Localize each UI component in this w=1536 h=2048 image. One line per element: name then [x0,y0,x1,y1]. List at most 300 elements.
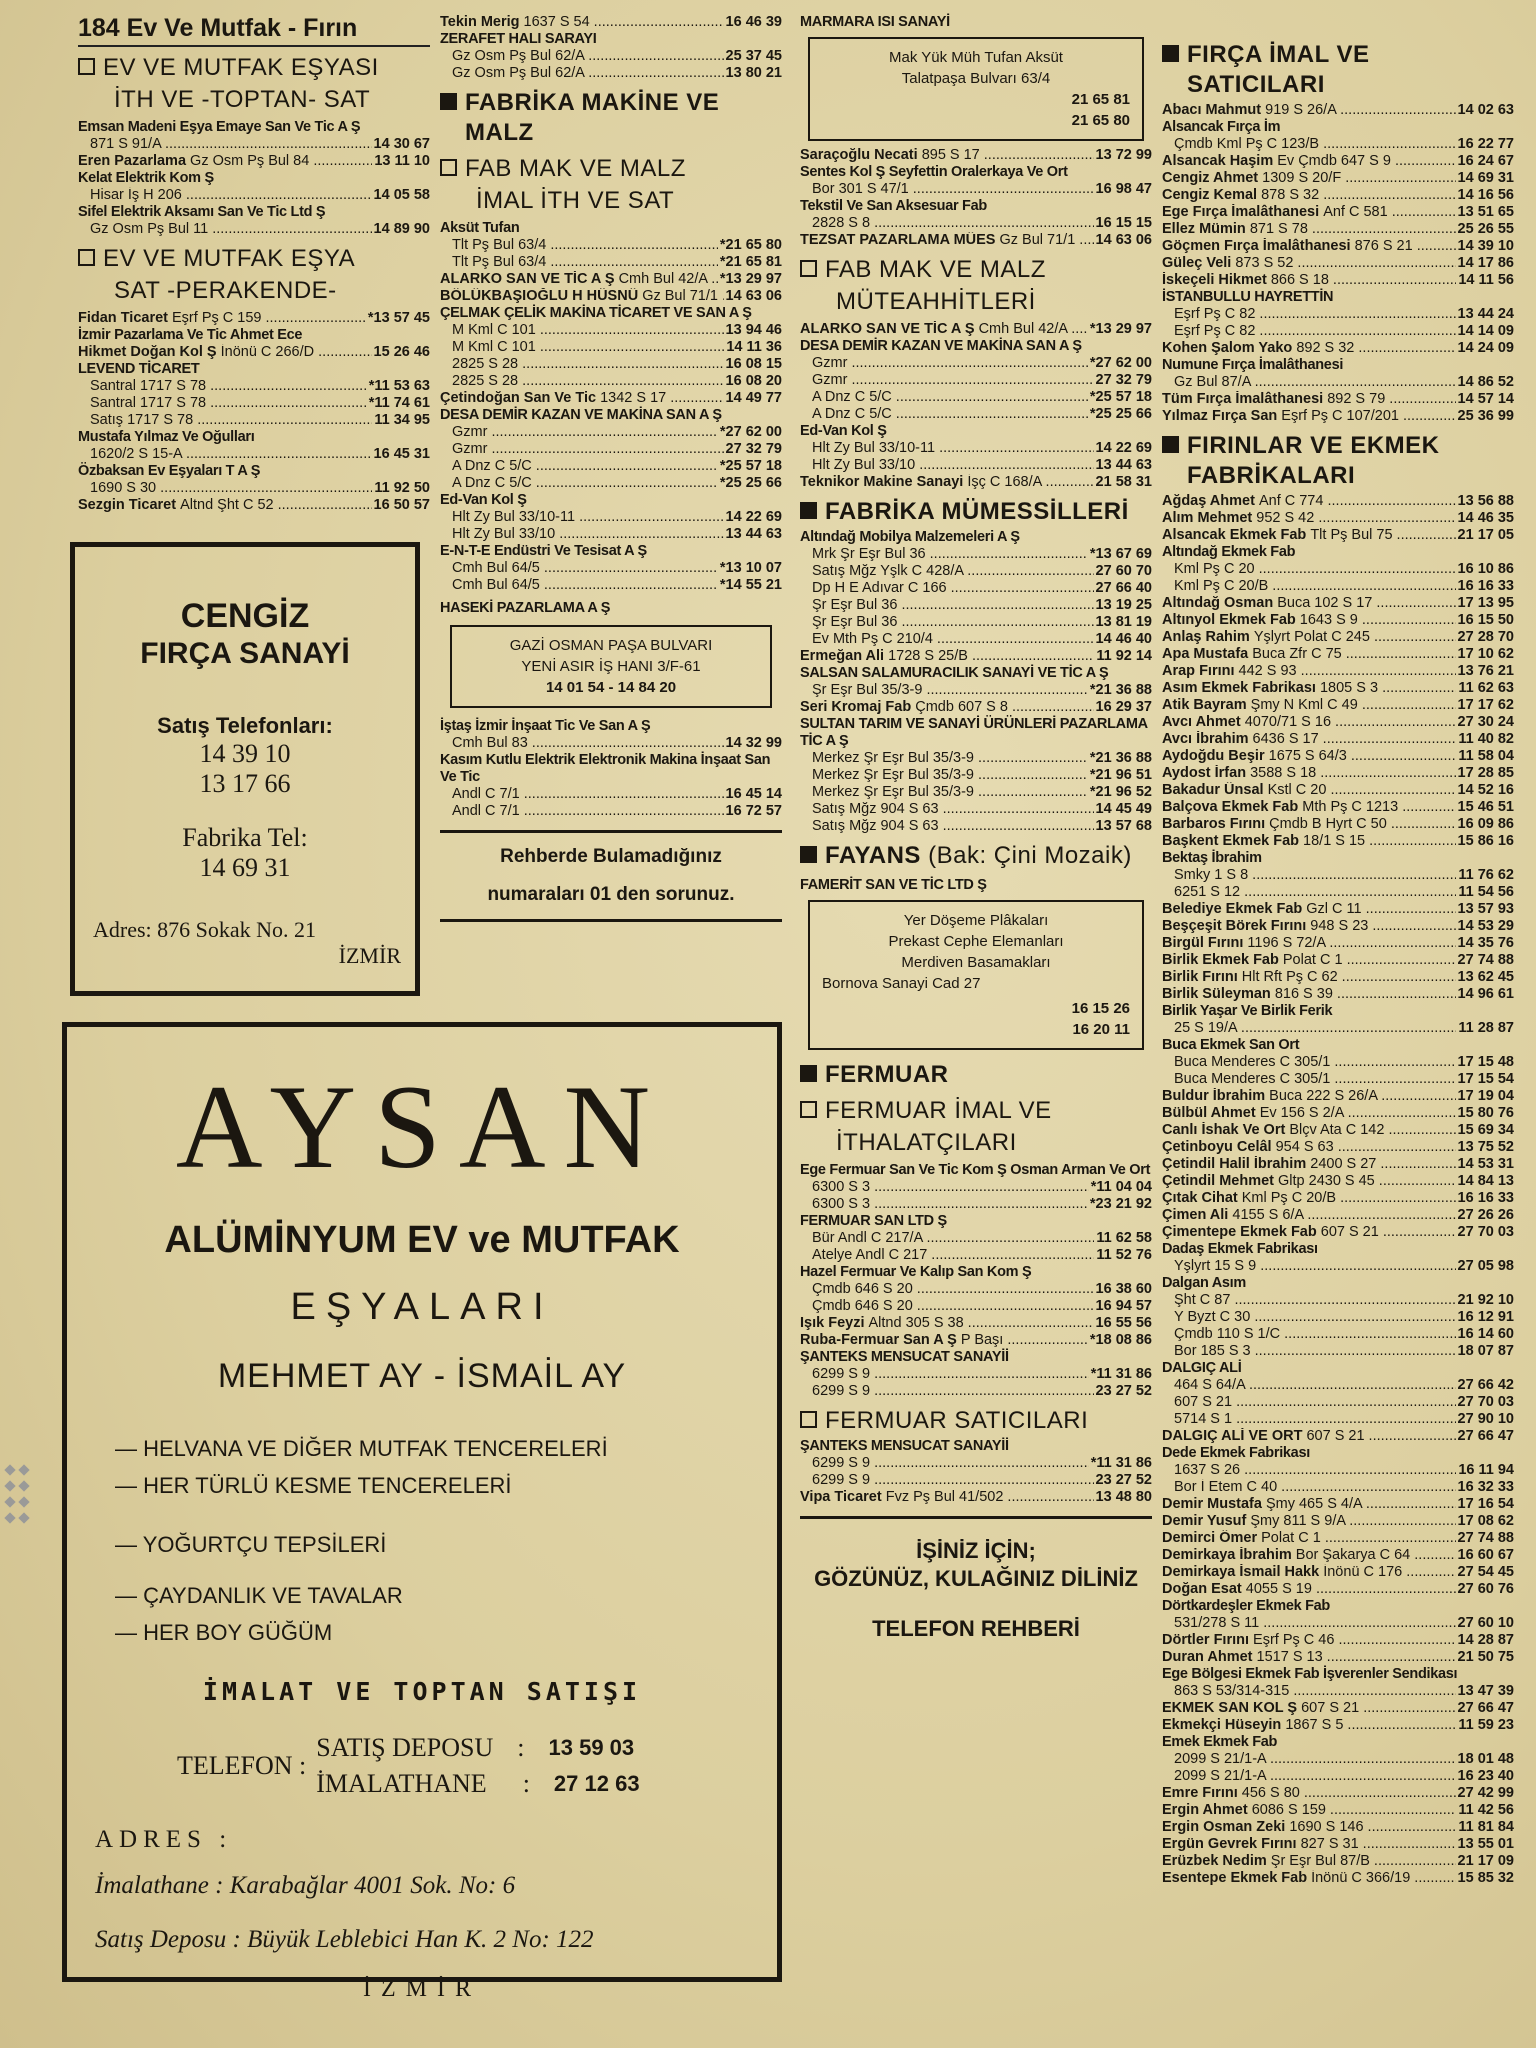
listing-row [1162,986,1514,1003]
listing-address: 871 S 91/A ..... [78,136,372,153]
listing-name: Buldur İbrahim [1162,1088,1270,1104]
listing-row [1162,153,1514,170]
listing-phone: 14 14 09 [1457,323,1514,339]
listing-address: BÖLÜKBAŞIOĞLU H HÜSNÜ Gz Bul 71/1 ..... [440,288,724,305]
listing-phone: *21 96 52 [1089,784,1152,800]
section-subtitle: İMAL İTH VE SAT [476,187,675,214]
listing-name: Arap Fırını [1162,663,1239,679]
section-subtitle: MÜTEAHHİTLERİ [836,288,1036,315]
listing-row [1162,1581,1514,1598]
listing-row [1162,1377,1514,1394]
listing-row [1162,1462,1514,1479]
listing-phone: 14 49 77 [725,390,782,406]
section-heading [800,255,1152,285]
listing [78,119,430,136]
listing [1162,357,1514,374]
listing-address: Merkez Şr Eşr Bul 35/3-9 ..... [800,750,1088,767]
listing-row [440,560,782,577]
listing-address: Kohen Şalom Yako 892 S 32 ..... [1162,340,1456,357]
listing-name: Demir Mustafa [1162,1496,1266,1512]
aysan-tel-label: İMALATHANE [316,1769,487,1798]
aysan-city: İZMİR [363,1976,481,2002]
listing-row [1162,799,1514,816]
listing-name: Seri Kromaj Fab [800,699,916,715]
listing [1162,1598,1514,1615]
listing-row [800,784,1152,801]
listing-name: Aksüt Tufan [440,220,520,236]
listing-row [800,1179,1152,1196]
listing-phone: *21 36 88 [1089,750,1152,766]
listing-name: Barbaros Fırını [1162,816,1270,832]
listing-name: SALSAN SALAMURACILIK SANAYİ VE TİC A Ş [800,665,1109,681]
listing-name: Avcı İbrahim [1162,731,1253,747]
listing-phone: 17 10 62 [1457,646,1514,662]
section-title: FABRİKA MÜMESSİLLERİ [825,498,1129,525]
listing-address: Hlt Zy Bul 33/10-11 ..... [440,509,724,526]
listing-phone: *21 65 80 [719,237,782,253]
listing-address: Smky 1 S 8 ..... [1162,867,1456,884]
section-heading [78,53,430,83]
listing-row [1162,1683,1514,1700]
listing-name: MARMARA ISI SANAYİ [800,14,950,30]
listing-row [1162,646,1514,663]
listing-address: Erüzbek Nedim Şr Eşr Bul 87/B ..... [1162,1853,1456,1870]
listing-name: Emek Ekmek Fab [1162,1734,1278,1750]
listing-address: 1637 S 26 ..... [1162,1462,1456,1479]
listing-address: 2825 S 28 ..... [440,356,724,373]
listing-row [800,147,1152,164]
listing-row [1162,969,1514,986]
listing-address: Duran Ahmet 1517 S 13 ..... [1162,1649,1456,1666]
listing-phone: 16 10 86 [1457,561,1514,577]
listing-phone: 16 46 39 [725,14,782,30]
listing-address: 6300 S 3 ..... [800,1179,1089,1196]
listing-phone: 27 66 47 [1457,1700,1514,1716]
listing-address: Gz Bul 87/A ..... [1162,374,1456,391]
listing-name: Altındağ Ekmek Fab [1162,544,1296,560]
listing-phone: *21 65 81 [719,254,782,270]
listing-row [800,580,1152,597]
listing-address: 863 S 53/314-315 ..... [1162,1683,1456,1700]
listing-row [1162,1088,1514,1105]
listing-phone: 14 45 49 [1095,801,1152,817]
section-heading [800,1406,1152,1436]
listing-address: Yılmaz Fırça San Eşrf Pş C 107/201 ..... [1162,408,1456,425]
listing-phone: 27 54 45 [1457,1564,1514,1580]
note-line: Rehberde Bulamadığınız [500,846,722,867]
marmara-phone: 21 65 80 [1071,112,1130,129]
listing-address: 5714 S 1 ..... [1162,1411,1456,1428]
listing-name: İSTANBULLU HAYRETTİN [1162,289,1334,305]
listing-address: Çetindil Mehmet Gltp 2430 S 45 ..... [1162,1173,1456,1190]
listing-row [1162,1207,1514,1224]
listing-row [1162,935,1514,952]
listing-name: Kasım Kutlu Elektrik Elektronik Makina İnşaat San Ve Tic [440,752,771,785]
listing-row [1162,1479,1514,1496]
listing-row [1162,1054,1514,1071]
col4-firin-entries [1162,493,1514,1887]
listing [78,361,430,378]
aysan-line2: EŞYALARI [290,1286,554,1328]
listing-address: Ergin Ahmet 6086 S 159 ..... [1162,1802,1456,1819]
listing-address: Santral 1717 S 78 ..... [78,378,367,395]
listing-name: Sezgin Ticaret [78,497,181,513]
listing-address: Çetindil Halil İbrahim 2400 S 27 ..... [1162,1156,1456,1173]
listing-address: 6299 S 9 ..... [800,1383,1094,1400]
listing-row [800,389,1152,406]
listing-address: Çmdb 646 S 20 ..... [800,1281,1094,1298]
listing-row [1162,1139,1514,1156]
listing-name: Duran Ahmet [1162,1649,1257,1665]
listing-phone: 16 08 20 [725,373,782,389]
section-heading [440,154,782,184]
listing-phone: 14 22 69 [1095,440,1152,456]
listing-address: Vipa Ticaret Fvz Pş Bul 41/502 ..... [800,1489,1094,1506]
listing-row [1162,952,1514,969]
listing-row [440,48,782,65]
listing [78,327,430,344]
listing-row [1162,1496,1514,1513]
listing-phone: 13 44 24 [1457,306,1514,322]
listing-name: DESA DEMİR KAZAN VE MAKİNA SAN A Ş [440,407,722,423]
listing-row [1162,663,1514,680]
slogan-line: İŞİNİZ İÇİN; [916,1538,1036,1563]
listing-address: Merkez Şr Eşr Bul 35/3-9 ..... [800,767,1088,784]
listing-phone: 14 89 90 [373,221,430,237]
listing-address: Hisar İş H 206 ..... [78,187,372,204]
listing-name: Ağdaş Ahmet [1162,493,1259,509]
listing-row [1162,1122,1514,1139]
listing-address: Satış Mğz Yşlk C 428/A ..... [800,563,1094,580]
listing-row [1162,1615,1514,1632]
listing-row [1162,782,1514,799]
listing-address: Abacı Mahmut 919 S 26/A ..... [1162,102,1456,119]
section-title: FERMUAR İMAL VE [825,1097,1052,1124]
listing-phone: 17 19 04 [1457,1088,1514,1104]
binding-thread-icon [2,1462,38,1534]
listing-name: Alsancak Haşim [1162,153,1278,169]
listing [1162,1003,1514,1020]
listing-address: Şr Eşr Bul 36 ..... [800,597,1094,614]
listing [78,204,430,221]
section-subtitle: SAT -PERAKENDE- [114,277,337,304]
listing-name: Tekstil Ve San Aksesuar Fab [800,198,987,214]
listing [800,1349,1152,1366]
listing-row [1162,748,1514,765]
listing-address: Alsancak Ekmek Fab Tlt Pş Bul 75 ..... [1162,527,1456,544]
listing-row [800,1281,1152,1298]
listing-name: Çimentepe Ekmek Fab [1162,1224,1321,1240]
listing-name: Ruba-Fermuar San A Ş [800,1332,961,1348]
listing-address: İskeçeli Hikmet 866 S 18 ..... [1162,272,1456,289]
listing-row [800,181,1152,198]
listing-name: Birlik Yaşar Ve Birlik Ferik [1162,1003,1333,1019]
listing-address: Aydost İrfan 3588 S 18 ..... [1162,765,1456,782]
listing-address: Buca Menderes C 305/1 ..... [1162,1071,1456,1088]
listing-phone: 18 01 48 [1457,1751,1514,1767]
listing-phone: *23 21 92 [1089,1196,1152,1212]
section-title: FERMUAR SATICILARI [825,1407,1089,1434]
listing-address: Gzmr ..... [440,441,724,458]
open-square-icon [440,159,457,176]
listing-row [1162,221,1514,238]
col1-sections [78,53,430,514]
listing-name: DALGIÇ ALİ [1162,1360,1242,1376]
listing-name: Çetindil Halil İbrahim [1162,1156,1311,1172]
listing-name: Eren Pazarlama [78,153,191,169]
listing-row [800,474,1152,491]
listing-row [800,631,1152,648]
listing-row [1162,204,1514,221]
column-3 [800,14,1152,1643]
listing-row [1162,1564,1514,1581]
listing-phone: 14 39 10 [1457,238,1514,254]
aysan-items [115,1430,777,1651]
listing-address: Çetinboyu Celâl 954 S 63 ..... [1162,1139,1456,1156]
listing-row [78,153,430,170]
listing-row [1162,306,1514,323]
listing-address: Doğan Esat 4055 S 19 ..... [1162,1581,1456,1598]
listing-row [1162,1156,1514,1173]
listing-address: M Kml C 101 ..... [440,322,724,339]
listing-name: Ergin Ahmet [1162,1802,1252,1818]
listing-address: Bülbül Ahmet Ev 156 S 2/A ..... [1162,1105,1456,1122]
listing-address: Avcı Ahmet 4070/71 S 16 ..... [1162,714,1456,731]
listing-address: Çmdb 110 S 1/C ..... [1162,1326,1456,1343]
listing-phone: 13 62 45 [1457,969,1514,985]
listing-phone: 11 92 14 [1096,648,1152,664]
listing-row [440,424,782,441]
listing-address: Hikmet Doğan Kol Ş İnönü C 266/D ..... [78,344,372,361]
listing-phone: 23 27 52 [1095,1472,1152,1488]
listing-row [800,1315,1152,1332]
listing-address: Y Byzt C 30 ..... [1162,1309,1456,1326]
listing-address: Andl C 7/1 ..... [440,803,724,820]
listing-phone: 27 66 40 [1095,580,1152,596]
listing-row [1162,1258,1514,1275]
listing-phone: *13 29 97 [719,271,782,287]
listing-address: Işık Feyzi Altnd 305 S 38 ..... [800,1315,1094,1332]
listing-address: Esentepe Ekmek Fab İnönü C 366/19 ..... [1162,1870,1456,1887]
listing-phone: 14 53 31 [1457,1156,1514,1172]
listing-row [1162,1547,1514,1564]
listing-phone: 14 53 29 [1457,918,1514,934]
listing-row [800,457,1152,474]
listing-address: Ellez Mümin 871 S 78 ..... [1162,221,1456,238]
listing-address: Tekin Merig 1637 S 54 ..... [440,14,724,31]
listing-name: Ege Bölgesi Ekmek Fab İşverenler Sendikası [1162,1666,1458,1682]
listing-row [1162,1819,1514,1836]
listing-address: Atik Bayram Şmy N Kml C 49 ..... [1162,697,1456,714]
listing-address: A Dnz C 5/C ..... [800,389,1088,406]
listing-phone: 16 45 31 [373,446,430,462]
listing-row [800,1196,1152,1213]
listing-row [440,475,782,492]
listing-row [440,577,782,594]
listing-address: 2825 S 28 ..... [440,373,724,390]
listing-name: Atik Bayram [1162,697,1251,713]
listing-phone: 14 69 31 [1457,170,1514,186]
listing-address: Çıtak Cihat Kml Pş C 20/B ..... [1162,1190,1456,1207]
listing-name: Ekmekçi Hüseyin [1162,1717,1286,1733]
filled-square-icon [800,1065,817,1082]
listing-row [1162,408,1514,425]
listing [1162,1734,1514,1751]
listing-phone: 25 36 99 [1457,408,1514,424]
listing [1162,1241,1514,1258]
section-heading [440,88,782,148]
haseki-line: YENİ ASIR İŞ HANI 3/F-61 [521,658,701,675]
listing-address: Ermeğan Ali 1728 S 25/B ..... [800,648,1094,665]
listing-row [1162,272,1514,289]
listing-row [1162,731,1514,748]
col2-top-entries [440,14,782,82]
listing-row [800,1230,1152,1247]
listing-phone: *11 53 63 [368,378,430,394]
listing-phone: 13 57 68 [1095,818,1152,834]
listing-phone: *27 62 00 [1089,355,1152,371]
listing-row [1162,1513,1514,1530]
listing-name: Esentepe Ekmek Fab [1162,1870,1312,1886]
listing-address: Şht C 87 ..... [1162,1292,1456,1309]
listing-row [1162,102,1514,119]
listing-row [440,441,782,458]
listing-name: Ermeğan Ali [800,648,889,664]
listing-row [1162,170,1514,187]
listing-phone: *21 96 51 [1089,767,1152,783]
listing [1162,119,1514,136]
listing-phone: 11 40 82 [1458,731,1514,747]
listing-name: Dadaş Ekmek Fabrikası [1162,1241,1318,1257]
listing-phone: *25 57 18 [1089,389,1152,405]
listing-phone: *25 25 66 [1089,406,1152,422]
listing-name: Emre Fırını [1162,1785,1242,1801]
listing-phone: *13 57 45 [367,310,430,326]
listing-row [1162,1853,1514,1870]
listing-row [800,215,1152,232]
col3-top-entries [800,147,1152,249]
section-heading [800,497,1152,527]
listing-phone: 15 80 76 [1457,1105,1514,1121]
listing-name: Erüzbek Nedim [1162,1853,1271,1869]
listing-phone: 16 11 94 [1458,1462,1514,1478]
marmara-box [808,37,1144,141]
listing-phone: 14 86 52 [1457,374,1514,390]
listing-phone: 18 07 87 [1457,1343,1514,1359]
listing-row [1162,1411,1514,1428]
listing-address: 6299 S 9 ..... [800,1455,1089,1472]
col2-entries [440,220,782,594]
listing [1162,850,1514,867]
listing-address: Eşrf Pş C 82 ..... [1162,323,1456,340]
listing-phone: 16 24 67 [1457,153,1514,169]
listing-name: Numune Fırça İmalâthanesi [1162,357,1344,373]
listing-name: Belediye Ekmek Fab [1162,901,1307,917]
listing-address: Birlik Ekmek Fab Polat C 1 ..... [1162,952,1456,969]
listing-name: Abacı Mahmut [1162,102,1266,118]
listing-phone: 21 50 75 [1457,1649,1514,1665]
listing-row [440,237,782,254]
listing [800,716,1152,750]
listing-row [1162,187,1514,204]
listing-name: Ellez Mümin [1162,221,1250,237]
listing-address: Bür Andl C 217/A ..... [800,1230,1094,1247]
cengiz-sales-label: Satış Telefonları: [157,713,333,738]
listing-phone: 16 72 57 [725,803,782,819]
listing-name: Göçmen Fırça İmalâthanesi [1162,238,1355,254]
listing-address: Gz Osm Pş Bul 62/A ..... [440,65,724,82]
listing-row [800,563,1152,580]
listing-name: Ergin Osman Zeki [1162,1819,1290,1835]
listing-address: Çimen Ali 4155 S 6/A ..... [1162,1207,1456,1224]
listing-name: Çetinboyu Celâl [1162,1139,1276,1155]
listing-row [800,372,1152,389]
listing-name: Aydost İrfan [1162,765,1251,781]
listing-name: DALGIÇ ALİ VE ORT [1162,1428,1307,1444]
listing-name: LEVEND TİCARET [78,361,200,377]
listing [800,14,1152,31]
listing-row [1162,765,1514,782]
listing-address: Saraçoğlu Necati 895 S 17 ..... [800,147,1094,164]
haseki-box [450,625,772,708]
listing-address: Emre Fırını 456 S 80 ..... [1162,1785,1456,1802]
listing-name: Bektaş İbrahim [1162,850,1262,866]
listing-address: Barbaros Fırını Çmdb B Hyrt C 50 ..... [1162,816,1456,833]
listing-address: 6300 S 3 ..... [800,1196,1088,1213]
listing [800,529,1152,546]
listing-name: Hazel Fermuar Ve Kalıp San Kom Ş [800,1264,1032,1280]
listing-address: Seri Kromaj Fab Çmdb 607 S 8 ..... [800,699,1094,716]
listing-phone: 27 28 70 [1457,629,1514,645]
listing-address: Cmh Bul 64/5 ..... [440,560,718,577]
listing-address: Anlaş Rahim Yşlyrt Polat C 245 ..... [1162,629,1456,646]
famerit-box [808,900,1144,1050]
listing-row [440,254,782,271]
listing-address: Şr Eşr Bul 35/3-9 ..... [800,682,1088,699]
listing-name: Ed-Van Kol Ş [440,492,527,508]
listing-phone: 27 26 26 [1457,1207,1514,1223]
listing-name: Dörtkardeşler Ekmek Fab [1162,1598,1330,1614]
listing-row [1162,1105,1514,1122]
listing-phone: 16 08 15 [725,356,782,372]
listing-phone: 11 81 84 [1458,1819,1514,1835]
marmara-line: Talatpaşa Bulvarı 63/4 [901,70,1051,87]
listing-address: Göçmen Fırça İmalâthanesi 876 S 21 ..... [1162,238,1456,255]
listing [440,718,782,735]
listing-row [800,818,1152,835]
famerit-line: Prekast Cephe Elemanları [888,933,1064,950]
listing [800,198,1152,215]
listing-name: Çetindoğan San Ve Tic [440,390,601,406]
listing-phone: 13 51 65 [1457,204,1514,220]
listing-phone: 13 94 46 [725,322,782,338]
open-square-icon [78,58,95,75]
listing-phone: *13 10 07 [719,560,782,576]
filled-square-icon [800,846,817,863]
listing-phone: 11 92 50 [374,480,430,496]
listing-row [1162,612,1514,629]
listing-phone: 16 15 15 [1095,215,1152,231]
listing-row [800,767,1152,784]
listing-phone: *13 67 69 [1089,546,1152,562]
listing-address: 1620/2 S 15-A ..... [78,446,372,463]
column-4 [1162,14,1514,1887]
cengiz-title1: CENGİZ [180,597,310,635]
cengiz-address: Adres: 876 Sokak No. 21 [93,917,317,942]
listing-row [800,440,1152,457]
cengiz-city: İZMİR [338,943,401,968]
listing-row [1162,1020,1514,1037]
